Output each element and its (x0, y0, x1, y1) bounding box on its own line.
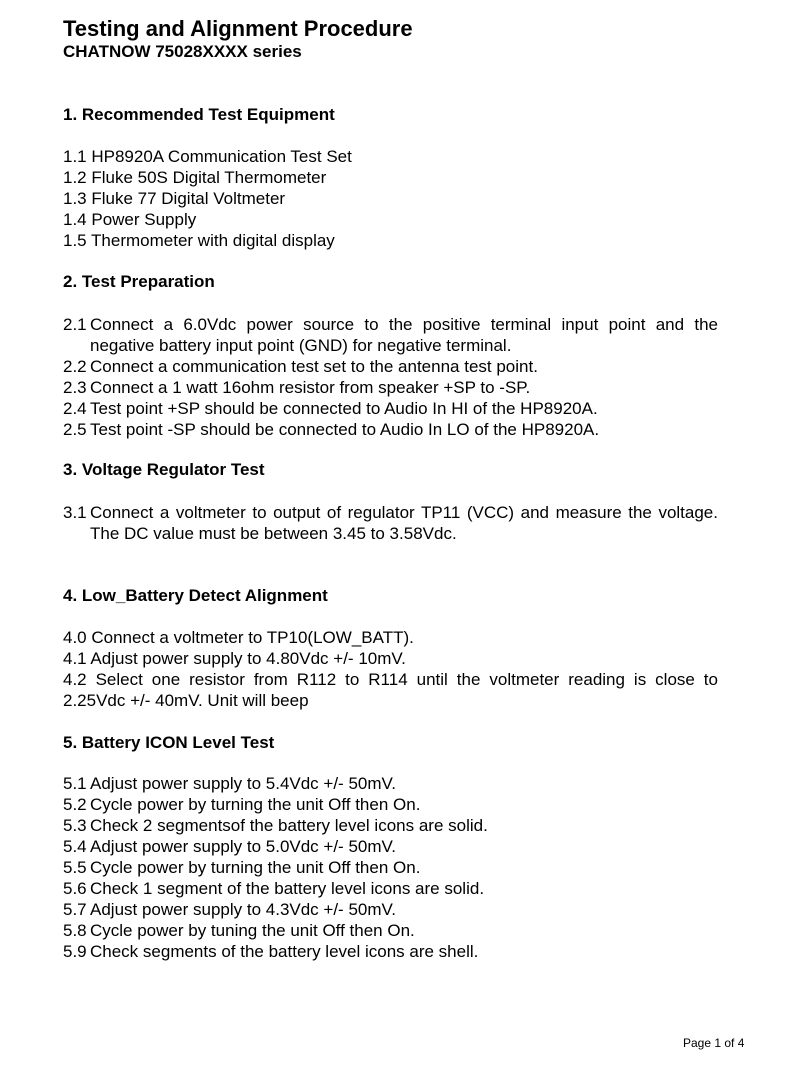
list-item: 4.0 Connect a voltmeter to TP10(LOW_BATT). (63, 628, 414, 647)
list-item (63, 857, 718, 878)
item-number: 5.3 (63, 816, 87, 835)
item-text: Adjust power supply to 5.4Vdc +/- 50mV. (90, 774, 397, 793)
item-text: Adjust power supply to 5.0Vdc +/- 50mV. (90, 837, 397, 856)
item-number: 5.6 (63, 879, 87, 898)
item-number: 5.9 (63, 942, 87, 961)
section-heading: 4. Low_Battery Detect Alignment (63, 586, 328, 605)
list-item (63, 398, 718, 419)
list-item (63, 899, 718, 920)
page-number: Page 1 of 4 (683, 1036, 745, 1050)
document-subtitle: CHATNOW 75028XXXX series (63, 42, 302, 61)
section-heading: 1. Recommended Test Equipment (63, 105, 335, 124)
item-text: Connect a voltmeter to output of regulator TP11 (VCC) and measure the voltage. The DC value must be between 3.45 to 3.58Vdc. (90, 503, 718, 543)
item-text: Test point -SP should be connected to Audio In LO of the HP8920A. (90, 420, 600, 439)
list-item (63, 794, 718, 815)
item-number: 5.8 (63, 921, 87, 940)
item-text: Check 2 segmentsof the battery level icons are solid. (90, 816, 488, 835)
list-item (63, 419, 718, 440)
list-item (63, 377, 718, 398)
item-text: Check segments of the battery level icons are shell. (90, 942, 479, 961)
list-item (63, 314, 718, 356)
item-text: Check 1 segment of the battery level icons are solid. (90, 879, 485, 898)
section-heading: 5. Battery ICON Level Test (63, 733, 275, 752)
item-text: Connect a communication test set to the antenna test point. (90, 357, 538, 376)
section-heading: 2. Test Preparation (63, 272, 215, 291)
item-number: 5.5 (63, 858, 87, 877)
item-text: Test point +SP should be connected to Audio In HI of the HP8920A. (90, 399, 598, 418)
document-title: Testing and Alignment Procedure (63, 16, 413, 41)
list-item (63, 941, 718, 962)
list-item: 4.1 Adjust power supply to 4.80Vdc +/- 10mV. (63, 649, 406, 668)
list-item (63, 836, 718, 857)
item-text: Cycle power by turning the unit Off then On. (90, 795, 421, 814)
list-item (63, 878, 718, 899)
list-item (63, 920, 718, 941)
list-item: 1.5 Thermometer with digital display (63, 231, 335, 250)
list-item: 4.2 Select one resistor from R112 to R114 until the voltmeter reading is close to 2.25Vdc +/- 40mV. Unit will beep (63, 670, 718, 710)
item-number: 5.2 (63, 795, 87, 814)
section-heading: 3. Voltage Regulator Test (63, 460, 265, 479)
item-number: 5.4 (63, 837, 87, 856)
item-number: 2.5 (63, 420, 87, 439)
item-text: Adjust power supply to 4.3Vdc +/- 50mV. (90, 900, 397, 919)
list-item (63, 502, 718, 544)
list-item (63, 773, 718, 794)
list-item: 1.4 Power Supply (63, 210, 197, 229)
list-item: 1.2 Fluke 50S Digital Thermometer (63, 168, 327, 187)
item-number: 2.4 (63, 399, 87, 418)
item-text: Cycle power by turning the unit Off then On. (90, 858, 421, 877)
item-number: 3.1 (63, 503, 87, 522)
list-item: 1.3 Fluke 77 Digital Voltmeter (63, 189, 286, 208)
item-number: 5.1 (63, 774, 87, 793)
list-item (63, 356, 718, 377)
item-number: 2.2 (63, 357, 87, 376)
item-number: 2.3 (63, 378, 87, 397)
item-number: 2.1 (63, 315, 87, 334)
item-text: Cycle power by tuning the unit Off then On. (90, 921, 415, 940)
item-number: 5.7 (63, 900, 87, 919)
list-item (63, 815, 718, 836)
item-text: Connect a 6.0Vdc power source to the positive terminal input point and the negative battery input point (GND) for negative terminal. (90, 315, 718, 355)
list-item: 1.1 HP8920A Communication Test Set (63, 147, 352, 166)
item-text: Connect a 1 watt 16ohm resistor from speaker +SP to -SP. (90, 378, 531, 397)
